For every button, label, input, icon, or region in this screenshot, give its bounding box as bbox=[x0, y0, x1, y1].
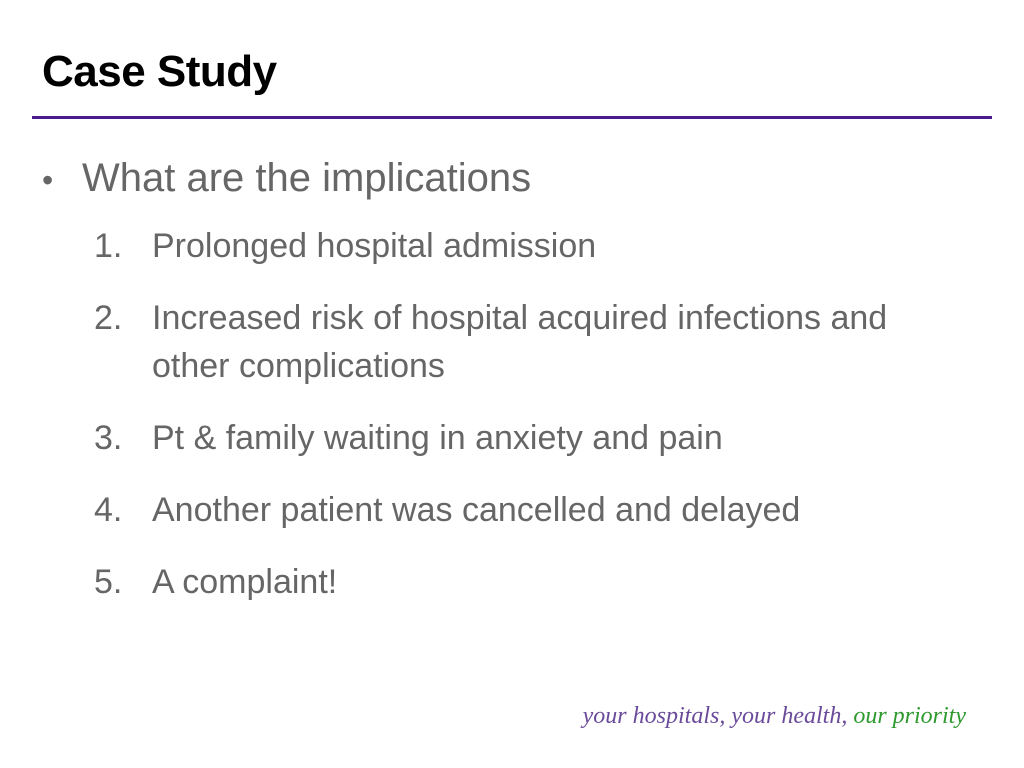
list-item-number: 2. bbox=[94, 299, 123, 337]
footer-tagline bbox=[583, 700, 966, 732]
list-item-text: Prolonged hospital admission bbox=[152, 227, 597, 265]
bullet-icon: • bbox=[42, 162, 54, 198]
list-item bbox=[94, 414, 982, 462]
list-item-number: 4. bbox=[94, 491, 123, 529]
slide-content bbox=[42, 150, 982, 630]
list-item-text: Increased risk of hospital acquired infections and other complications bbox=[152, 299, 888, 385]
implications-list bbox=[42, 222, 982, 606]
tagline-main: your hospitals, your health, bbox=[582, 703, 854, 729]
tagline-accent: our priority bbox=[853, 703, 966, 729]
list-item-text: A complaint! bbox=[152, 563, 338, 601]
bullet-point bbox=[42, 150, 982, 208]
list-item-number: 3. bbox=[94, 419, 123, 457]
slide-title: Case Study bbox=[42, 47, 277, 96]
list-item-text: Another patient was cancelled and delayed bbox=[152, 491, 801, 529]
list-item bbox=[94, 558, 982, 606]
list-item bbox=[94, 222, 982, 270]
list-item-number: 5. bbox=[94, 563, 123, 601]
list-item-number: 1. bbox=[94, 227, 123, 265]
bullet-text: What are the implications bbox=[82, 156, 532, 200]
title-divider bbox=[32, 116, 992, 119]
list-item bbox=[94, 486, 982, 534]
list-item bbox=[94, 294, 982, 390]
list-item-text: Pt & family waiting in anxiety and pain bbox=[152, 419, 723, 457]
